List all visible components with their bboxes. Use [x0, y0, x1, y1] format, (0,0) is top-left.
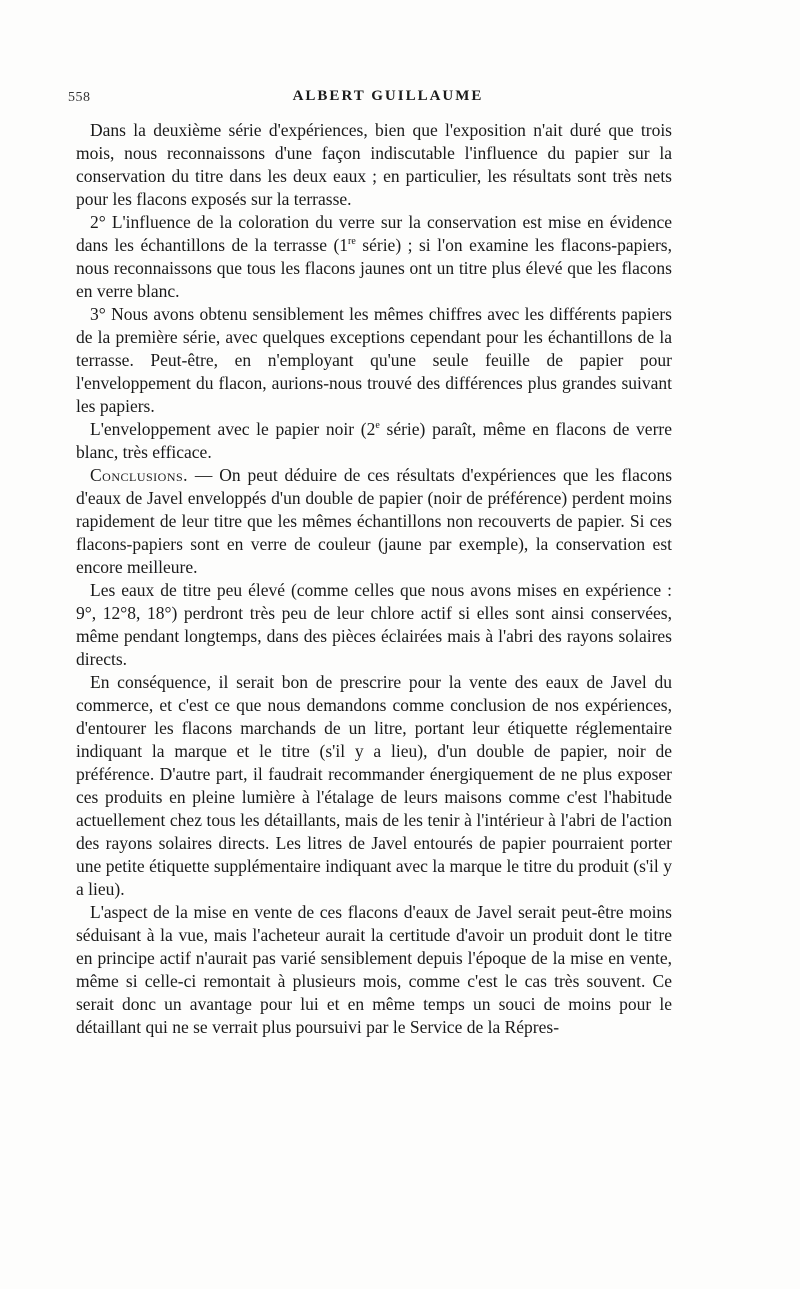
paragraph: 3° Nous avons obtenu sensiblement les mêmes chiffres avec les différents papiers de la première série, avec quelques exceptions cependant pour les échantillons de la terrasse. Peut-être, en n'employant qu'une seule feuille de papier pour l'enveloppement du flacon, aurions-nous trouvé des différences plus grandes suivant les papiers. [76, 304, 672, 416]
superscript: e [375, 420, 380, 432]
paragraph-text: série) ; si l'on examine les flacons-papiers, nous reconnaissons que tous les flacons jaunes ont un titre plus élevé que les flacons en verre blanc. [76, 235, 672, 301]
page-header [68, 88, 708, 112]
paragraph [76, 464, 672, 579]
paragraph: Les eaux de titre peu élevé (comme celles que nous avons mises en expérience : 9°, 12°8, 18°) perdront très peu de leur chlore actif si elles sont ainsi conservées, même pendant longtemps, dans des pièces éclairées mais à l'abri des rayons solaires directs. [76, 580, 672, 669]
paragraph-text: L'enveloppement avec le papier noir (2 [90, 419, 376, 439]
paragraph: Dans la deuxième série d'expériences, bien que l'exposition n'ait duré que trois mois, nous reconnaissons d'une façon indiscutable l'influence du papier sur la conservation du titre dans les deux eaux ; en particulier, les résultats sont très nets pour les flacons exposés sur la terrasse. [76, 120, 672, 209]
paragraph-text: 2° L'influence de la coloration du verre sur la conservation est mise en évidence dans les échantillons de la terrasse (1 [76, 212, 672, 255]
paragraph: En conséquence, il serait bon de prescrire pour la vente des eaux de Javel du commerce, et c'est ce que nous demandons comme conclusion de nos expériences, d'entourer les flacons marchands de un litre, portant leur étiquette réglementaire indiquant la marque et le titre (s'il y a lieu), d'un double de papier, noir de préférence. D'autre part, il faudrait recommander énergiquement de ne plus exposer ces produits en pleine lumière à l'étalage de leurs maisons comme c'est l'habitude actuellement chez tous les détaillants, mais de les tenir à l'intérieur à l'abri de l'action des rayons solaires directs. Les litres de Javel entourés de papier pourraient porter une petite étiquette supplémentaire indiquant avec la marque le titre du produit (s'il y a lieu). [76, 672, 672, 899]
section-lead: Conclusions. [90, 465, 189, 485]
running-title: ALBERT GUILLAUME [292, 88, 484, 104]
paragraph [76, 211, 672, 303]
superscript: re [348, 236, 356, 248]
page-number: 558 [68, 90, 91, 105]
paragraph: L'aspect de la mise en vente de ces flacons d'eaux de Javel serait peut-être moins séduisant à la vue, mais l'acheteur aurait la certitude d'avoir un produit dont le titre en principe actif n'aurait pas varié sensiblement depuis l'époque de la mise en vente, même si celle-ci remontait à plusieurs mois, comme c'est le cas très souvent. Ce serait donc un avantage pour lui et en même temps un souci de moins pour le détaillant qui ne se verrait plus poursuivi par le Service de la Répres- [76, 902, 672, 1037]
paragraph [76, 418, 672, 464]
paragraph-text: série) paraît, même en flacons de verre blanc, très efficace. [76, 419, 673, 462]
paragraph-text: — On peut déduire de ces résultats d'expériences que les flacons d'eaux de Javel enveloppés d'un double de papier (noir de préférence) perdent moins rapidement de leur titre que les mêmes échantillons non recouverts de papier. Si ces flacons-papiers sont en verre de couleur (jaune par exemple), la conservation est encore meilleure. [76, 465, 672, 577]
body-text [76, 119, 672, 1039]
